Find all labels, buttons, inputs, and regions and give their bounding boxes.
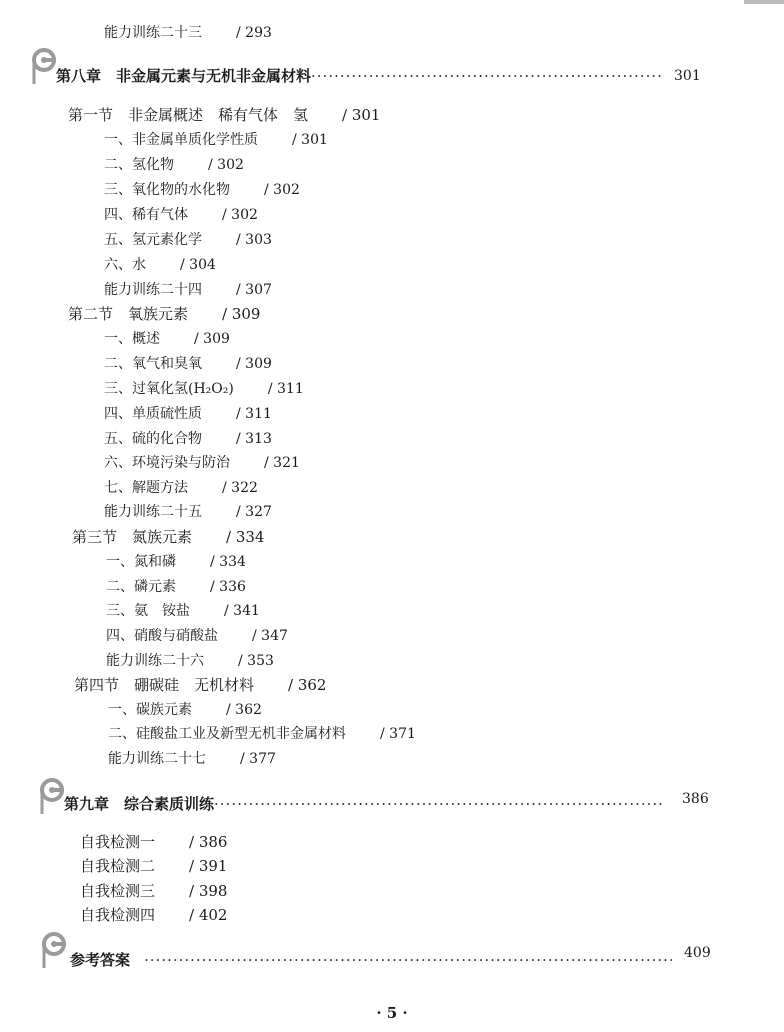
chapter-9-title: 第九章 综合素质训练 bbox=[64, 795, 215, 813]
toc-entry-label: 四、硝酸与硝酸盐 bbox=[106, 628, 218, 644]
toc-entry[interactable] bbox=[106, 553, 246, 571]
toc-entry-page: / 377 bbox=[240, 751, 276, 767]
chapter-8-heading[interactable] bbox=[56, 66, 663, 86]
toc-entry-label: 自我检测二 bbox=[80, 857, 156, 875]
toc-entry[interactable] bbox=[106, 627, 288, 645]
toc-entry[interactable] bbox=[108, 750, 276, 768]
toc-entry-label: 六、环境污染与防治 bbox=[104, 455, 230, 471]
chapter-8-title: 第八章 非金属元素与无机非金属材料 bbox=[56, 67, 312, 85]
toc-entry-page: / 371 bbox=[380, 726, 416, 742]
chapter-8-page: 301 bbox=[674, 68, 701, 84]
toc-entry-label: 能力训练二十六 bbox=[106, 653, 204, 669]
toc-section-label: 第一节 非金属概述 稀有气体 氢 bbox=[68, 106, 309, 124]
toc-entry-label: 二、磷元素 bbox=[106, 579, 176, 595]
toc-entry-page: / 311 bbox=[267, 381, 304, 397]
toc-entry-label: 一、碳族元素 bbox=[108, 702, 192, 718]
toc-section-label: 第二节 氧族元素 bbox=[68, 305, 189, 323]
toc-entry-label: 五、硫的化合物 bbox=[104, 431, 202, 447]
toc-entry[interactable] bbox=[104, 206, 258, 224]
toc-entry-label: 一、概述 bbox=[104, 331, 160, 347]
toc-entry-page: / 336 bbox=[210, 579, 246, 595]
toc-entry[interactable] bbox=[104, 503, 272, 521]
toc-entry-label: 一、非金属单质化学性质 bbox=[104, 132, 258, 148]
toc-entry-page: / 402 bbox=[189, 906, 228, 924]
toc-entry-page: / 293 bbox=[236, 25, 272, 41]
toc-entry[interactable] bbox=[104, 181, 300, 199]
chapter-9-heading[interactable] bbox=[64, 794, 664, 814]
toc-entry[interactable] bbox=[106, 652, 274, 670]
toc-entry-label: 能力训练二十三 bbox=[104, 25, 202, 41]
toc-entry[interactable] bbox=[104, 131, 328, 149]
toc-entry[interactable] bbox=[104, 156, 244, 174]
toc-entry[interactable] bbox=[104, 231, 272, 249]
toc-section-page: / 362 bbox=[288, 676, 327, 694]
toc-entry-label: 二、硅酸盐工业及新型无机非金属材料 bbox=[108, 726, 346, 742]
toc-entry-label: 能力训练二十七 bbox=[108, 751, 206, 767]
toc-entry-page: / 386 bbox=[189, 833, 228, 851]
toc-entry-label: 能力训练二十五 bbox=[104, 504, 202, 520]
toc-entry-page: / 303 bbox=[236, 232, 272, 248]
toc-entry-page: / 313 bbox=[236, 431, 272, 447]
answers-page: 409 bbox=[684, 945, 711, 961]
toc-section[interactable] bbox=[68, 106, 380, 124]
toc-entry-page: / 347 bbox=[252, 628, 288, 644]
toc-section-page: / 301 bbox=[342, 106, 381, 124]
toc-entry-page: / 301 bbox=[292, 132, 328, 148]
toc-entry-label: 自我检测四 bbox=[80, 906, 156, 924]
toc-entry-label: 三、过氧化氢(H₂O₂) bbox=[104, 381, 234, 397]
answers-leader: ···························································································· bbox=[144, 951, 675, 969]
toc-entry-page: / 304 bbox=[180, 257, 216, 273]
toc-entry-label: 四、稀有气体 bbox=[104, 207, 188, 223]
toc-section-page: / 309 bbox=[222, 305, 261, 323]
toc-entry-label: 二、氢化物 bbox=[104, 157, 174, 173]
toc-entry[interactable] bbox=[80, 857, 227, 875]
toc-entry[interactable] bbox=[104, 24, 272, 42]
answers-title: 参考答案 bbox=[70, 951, 131, 969]
toc-entry-label: 自我检测一 bbox=[80, 833, 156, 851]
toc-section-label: 第三节 氮族元素 bbox=[72, 528, 193, 546]
toc-entry-label: 七、解题方法 bbox=[104, 480, 188, 496]
toc-entry[interactable] bbox=[80, 906, 227, 924]
toc-entry[interactable] bbox=[104, 479, 258, 497]
toc-entry[interactable] bbox=[104, 380, 304, 398]
answers-heading[interactable] bbox=[70, 950, 675, 970]
toc-entry-page: / 353 bbox=[238, 653, 274, 669]
toc-entry-page: / 341 bbox=[224, 603, 260, 619]
chapter-8-leader: ····························································· bbox=[311, 67, 663, 85]
toc-entry-page: / 391 bbox=[189, 857, 228, 875]
toc-entry[interactable] bbox=[80, 833, 227, 851]
toc-entry-label: 自我检测三 bbox=[80, 882, 156, 900]
toc-entry-page: / 302 bbox=[222, 207, 258, 223]
toc-entry-label: 二、氧气和臭氧 bbox=[104, 356, 202, 372]
toc-entry-page: / 334 bbox=[210, 554, 246, 570]
toc-section-page: / 334 bbox=[226, 528, 265, 546]
toc-entry-page: / 311 bbox=[236, 406, 272, 422]
toc-entry-page: / 322 bbox=[222, 480, 258, 496]
page-number: · 5 · bbox=[376, 1004, 408, 1022]
toc-entry-label: 六、水 bbox=[104, 257, 146, 273]
toc-entry-page: / 302 bbox=[264, 182, 300, 198]
toc-entry-label: 三、氧化物的水化物 bbox=[104, 182, 230, 198]
toc-entry[interactable] bbox=[104, 256, 216, 274]
toc-entry[interactable] bbox=[104, 430, 272, 448]
toc-entry-label: 一、氮和磷 bbox=[106, 554, 176, 570]
toc-entry[interactable] bbox=[104, 454, 300, 472]
chapter-emblem-icon bbox=[40, 930, 70, 970]
toc-entry[interactable] bbox=[104, 281, 272, 299]
toc-entry-page: / 362 bbox=[226, 702, 262, 718]
toc-entry-page: / 302 bbox=[208, 157, 244, 173]
toc-section-label: 第四节 硼碳硅 无机材料 bbox=[74, 676, 255, 694]
toc-entry[interactable] bbox=[106, 578, 246, 596]
toc-entry[interactable] bbox=[108, 725, 416, 743]
page-edge bbox=[744, 0, 784, 4]
toc-entry[interactable] bbox=[104, 355, 272, 373]
toc-entry-page: / 327 bbox=[236, 504, 272, 520]
toc-entry-label: 五、氢元素化学 bbox=[104, 232, 202, 248]
chapter-9-leader: ·············································································· bbox=[214, 795, 664, 813]
toc-entry-page: / 307 bbox=[236, 282, 272, 298]
toc-section[interactable] bbox=[72, 528, 264, 546]
toc-entry-page: / 309 bbox=[194, 331, 230, 347]
toc-entry-label: 四、单质硫性质 bbox=[104, 406, 202, 422]
toc-entry-label: 三、氨 铵盐 bbox=[106, 603, 190, 619]
toc-entry[interactable] bbox=[104, 330, 230, 348]
toc-entry-page: / 321 bbox=[264, 455, 300, 471]
toc-entry[interactable] bbox=[80, 882, 227, 900]
toc-entry[interactable] bbox=[106, 602, 260, 620]
toc-entry-page: / 398 bbox=[189, 882, 228, 900]
toc-section[interactable] bbox=[74, 676, 326, 694]
chapter-9-page: 386 bbox=[682, 791, 709, 807]
toc-entry[interactable] bbox=[104, 405, 272, 423]
toc-entry-page: / 309 bbox=[236, 356, 272, 372]
toc-entry[interactable] bbox=[108, 701, 262, 719]
toc-section[interactable] bbox=[68, 305, 260, 323]
toc-entry-label: 能力训练二十四 bbox=[104, 282, 202, 298]
